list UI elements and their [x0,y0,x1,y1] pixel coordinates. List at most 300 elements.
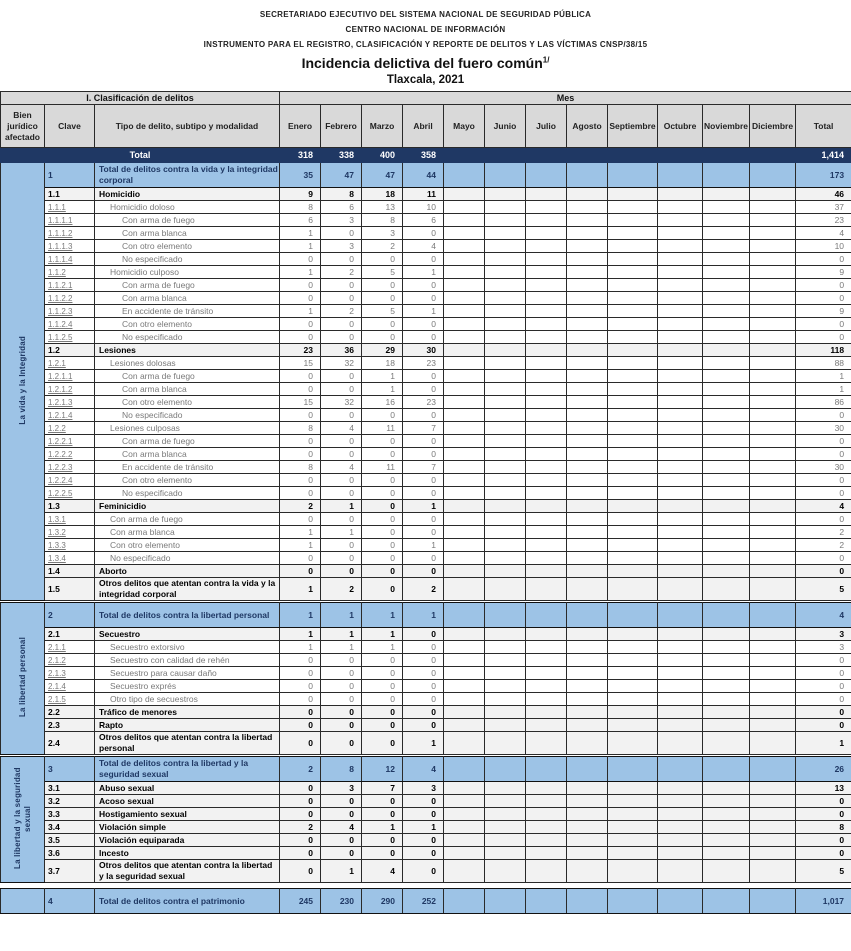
total-value-cell: 26 [796,757,851,782]
month-value-cell [485,253,526,266]
grand-total-month-value [526,148,567,163]
total-value-cell: 0 [796,409,851,422]
month-value-cell: 0 [403,279,444,292]
column-header-month-2: Febrero [321,105,362,148]
month-value-cell: 0 [362,795,403,808]
table-row [1,253,851,266]
month-value-cell [444,292,485,305]
month-value-cell [485,318,526,331]
clave-cell: 1.1.1.4 [45,253,95,266]
tipo-delito-cell: Homicidio [95,188,280,201]
month-value-cell [567,435,608,448]
clave-cell: 1.1.2 [45,266,95,279]
month-value-cell: 2 [403,578,444,601]
tipo-delito-cell: Con otro elemento [95,474,280,487]
month-value-cell: 2 [280,757,321,782]
month-value-cell: 0 [403,552,444,565]
grand-total-month-value [608,148,658,163]
table-row [1,409,851,422]
month-value-cell [567,318,608,331]
table-row [1,331,851,344]
table-row [1,435,851,448]
total-value-cell: 3 [796,641,851,654]
month-value-cell: 0 [403,719,444,732]
month-value-cell [608,422,658,435]
month-value-cell [608,889,658,914]
month-value-cell: 3 [321,240,362,253]
month-value-cell [750,782,796,795]
month-value-cell: 0 [321,565,362,578]
month-value-cell: 0 [362,706,403,719]
month-value-cell: 0 [403,448,444,461]
tipo-delito-cell: Total de delitos contra la libertad personal [95,603,280,628]
month-value-cell [750,292,796,305]
month-value-cell: 0 [321,552,362,565]
tipo-delito-cell: Total de delitos contra la vida y la integridad corporal [95,163,280,188]
month-value-cell [485,240,526,253]
month-value-cell [608,552,658,565]
total-value-cell: 2 [796,539,851,552]
month-value-cell [658,188,703,201]
month-value-cell [567,513,608,526]
month-value-cell [567,706,608,719]
month-value-cell [526,201,567,214]
classification-group-header: I. Clasificación de delitos [1,92,280,105]
month-value-cell [658,487,703,500]
month-value-cell: 1 [321,860,362,883]
clave-cell: 1.3.2 [45,526,95,539]
month-value-cell [608,214,658,227]
month-value-cell [567,344,608,357]
month-value-cell [444,396,485,409]
month-value-cell [526,821,567,834]
month-value-cell [485,500,526,513]
tipo-delito-cell: Acoso sexual [95,795,280,808]
month-value-cell [703,201,750,214]
clave-cell: 1.1.2.4 [45,318,95,331]
total-value-cell: 23 [796,214,851,227]
month-value-cell: 1 [280,526,321,539]
table-row [1,821,851,834]
month-value-cell [750,357,796,370]
month-value-cell [750,628,796,641]
month-value-cell [608,201,658,214]
month-value-cell: 0 [321,435,362,448]
month-value-cell [608,578,658,601]
month-value-cell: 0 [280,435,321,448]
report-title [0,55,851,71]
total-value-cell: 0 [796,847,851,860]
month-value-cell: 2 [280,821,321,834]
month-value-cell: 0 [321,227,362,240]
month-value-cell: 0 [321,667,362,680]
month-value-cell: 47 [362,163,403,188]
month-value-cell [526,487,567,500]
month-value-cell [658,214,703,227]
month-value-cell [444,719,485,732]
column-header-month-5: Mayo [444,105,485,148]
month-value-cell [567,266,608,279]
clave-cell: 3.7 [45,860,95,883]
month-value-cell [703,834,750,847]
group-header-row [1,92,851,105]
total-value-cell: 0 [796,318,851,331]
tipo-delito-cell: Total de delitos contra el patrimonio [95,889,280,914]
month-value-cell [608,292,658,305]
month-value-cell [750,487,796,500]
tipo-delito-cell: Violación simple [95,821,280,834]
month-value-cell: 0 [403,808,444,821]
month-value-cell [608,487,658,500]
month-value-cell: 0 [280,292,321,305]
month-value-cell [703,795,750,808]
month-value-cell [658,641,703,654]
month-value-cell [608,732,658,755]
month-value-cell [485,552,526,565]
month-value-cell [567,396,608,409]
clave-cell: 3.3 [45,808,95,821]
table-row [1,834,851,847]
month-value-cell [444,706,485,719]
month-value-cell [750,552,796,565]
month-value-cell [703,409,750,422]
month-value-cell [658,435,703,448]
table-row [1,422,851,435]
month-value-cell: 0 [321,539,362,552]
month-group-header: Mes [280,92,851,105]
total-value-cell: 2 [796,526,851,539]
month-value-cell: 12 [362,757,403,782]
month-value-cell [658,163,703,188]
month-value-cell [567,667,608,680]
month-value-cell [567,201,608,214]
month-value-cell [567,628,608,641]
month-value-cell [526,344,567,357]
tipo-delito-cell: No especificado [95,487,280,500]
month-value-cell [444,513,485,526]
total-value-cell: 0 [796,435,851,448]
clave-cell: 2.4 [45,732,95,755]
total-value-cell: 88 [796,357,851,370]
month-value-cell [485,409,526,422]
table-row [1,693,851,706]
month-value-cell [444,227,485,240]
month-value-cell [444,188,485,201]
month-value-cell: 0 [321,409,362,422]
month-value-cell: 0 [362,834,403,847]
month-value-cell [608,253,658,266]
month-value-cell: 0 [362,500,403,513]
month-value-cell: 0 [403,706,444,719]
month-value-cell [526,240,567,253]
month-value-cell [703,889,750,914]
table-row [1,461,851,474]
table-row [1,240,851,253]
month-value-cell [750,253,796,266]
tipo-delito-cell: No especificado [95,409,280,422]
month-value-cell [608,188,658,201]
month-value-cell [444,834,485,847]
tipo-delito-cell: Con arma blanca [95,292,280,305]
table-row [1,808,851,821]
month-value-cell [567,565,608,578]
clave-cell: 1.4 [45,565,95,578]
month-value-cell: 0 [403,628,444,641]
month-value-cell [567,654,608,667]
month-value-cell [703,383,750,396]
total-value-cell: 4 [796,227,851,240]
month-value-cell [658,409,703,422]
month-value-cell [608,383,658,396]
month-value-cell [526,331,567,344]
month-value-cell [658,448,703,461]
month-value-cell [526,318,567,331]
month-value-cell [608,240,658,253]
month-value-cell [658,513,703,526]
month-value-cell [567,383,608,396]
month-value-cell: 0 [280,370,321,383]
month-value-cell [750,578,796,601]
clave-cell: 3.5 [45,834,95,847]
month-value-cell [444,344,485,357]
clave-cell: 1.1.1.3 [45,240,95,253]
month-value-cell: 1 [403,821,444,834]
month-value-cell: 11 [362,422,403,435]
month-value-cell [658,500,703,513]
month-value-cell [703,552,750,565]
tipo-delito-cell: No especificado [95,331,280,344]
month-value-cell [485,370,526,383]
month-value-cell: 0 [321,834,362,847]
month-value-cell [703,214,750,227]
table-row [1,628,851,641]
table-row [1,860,851,883]
month-value-cell: 1 [280,578,321,601]
month-value-cell: 0 [321,693,362,706]
month-value-cell [608,163,658,188]
month-value-cell: 5 [362,305,403,318]
month-value-cell [526,474,567,487]
month-value-cell [703,240,750,253]
month-value-cell [750,847,796,860]
table-row [1,719,851,732]
month-value-cell [608,719,658,732]
month-value-cell [567,292,608,305]
total-value-cell: 173 [796,163,851,188]
table-row [1,500,851,513]
month-value-cell [485,603,526,628]
month-value-cell: 0 [403,654,444,667]
month-value-cell [444,474,485,487]
month-value-cell [485,357,526,370]
month-value-cell: 0 [403,667,444,680]
month-value-cell [526,808,567,821]
table-row [1,539,851,552]
month-value-cell [567,680,608,693]
month-value-cell: 0 [362,331,403,344]
tipo-delito-cell: Abuso sexual [95,782,280,795]
month-value-cell [658,680,703,693]
tipo-delito-cell: Con arma de fuego [95,513,280,526]
month-value-cell [526,782,567,795]
clave-cell: 2.1.2 [45,654,95,667]
total-value-cell: 0 [796,808,851,821]
month-value-cell [658,795,703,808]
month-value-cell [567,834,608,847]
month-value-cell [567,578,608,601]
month-value-cell [750,719,796,732]
month-value-cell: 4 [321,422,362,435]
month-value-cell [608,860,658,883]
month-value-cell [526,163,567,188]
month-value-cell [567,719,608,732]
month-value-cell [567,641,608,654]
month-value-cell: 1 [403,732,444,755]
month-value-cell [658,821,703,834]
month-value-cell [658,240,703,253]
month-value-cell [526,565,567,578]
month-value-cell: 0 [321,448,362,461]
total-value-cell: 0 [796,513,851,526]
month-value-cell: 6 [403,214,444,227]
month-value-cell [526,461,567,474]
clave-cell: 1.2.2.2 [45,448,95,461]
month-value-cell [658,331,703,344]
table-row [1,526,851,539]
month-value-cell: 0 [362,474,403,487]
column-header-month-7: Julio [526,105,567,148]
month-value-cell [444,889,485,914]
month-value-cell [750,240,796,253]
month-value-cell [658,292,703,305]
month-value-cell [608,344,658,357]
month-value-cell [703,578,750,601]
grand-total-month-value [485,148,526,163]
clave-cell: 1.2.2 [45,422,95,435]
month-value-cell: 8 [280,422,321,435]
month-value-cell [485,795,526,808]
month-value-cell [567,409,608,422]
month-value-cell [658,889,703,914]
month-value-cell [658,628,703,641]
clave-cell: 1.2.1.3 [45,396,95,409]
month-value-cell [703,500,750,513]
month-value-cell [526,539,567,552]
month-value-cell: 0 [403,253,444,266]
month-value-cell [703,667,750,680]
month-value-cell: 1 [362,383,403,396]
table-row [1,214,851,227]
incidence-table [0,91,851,914]
month-value-cell [526,654,567,667]
tipo-delito-cell: Con otro elemento [95,240,280,253]
month-value-cell [485,188,526,201]
month-value-cell [608,357,658,370]
month-value-cell [444,461,485,474]
month-value-cell [444,578,485,601]
month-value-cell [750,795,796,808]
month-value-cell [485,526,526,539]
total-value-cell: 30 [796,422,851,435]
table-row [1,847,851,860]
month-value-cell [444,821,485,834]
total-value-cell: 9 [796,266,851,279]
month-value-cell: 5 [362,266,403,279]
month-value-cell: 1 [362,641,403,654]
tipo-delito-cell: Homicidio culposo [95,266,280,279]
month-value-cell [658,344,703,357]
clave-cell: 1.1.1 [45,201,95,214]
month-value-cell [658,719,703,732]
month-value-cell: 0 [362,487,403,500]
month-value-cell: 0 [403,383,444,396]
month-value-cell [526,448,567,461]
month-value-cell [567,279,608,292]
month-value-cell [444,409,485,422]
month-value-cell [703,227,750,240]
month-value-cell [485,227,526,240]
month-value-cell: 1 [280,266,321,279]
month-value-cell [526,706,567,719]
clave-cell: 1.1.2.3 [45,305,95,318]
month-value-cell [703,757,750,782]
month-value-cell: 0 [280,448,321,461]
month-value-cell [703,719,750,732]
month-value-cell [485,808,526,821]
month-value-cell [608,331,658,344]
clave-cell: 1.2.2.5 [45,487,95,500]
month-value-cell: 1 [321,500,362,513]
month-value-cell: 0 [280,552,321,565]
month-value-cell: 0 [280,693,321,706]
total-value-cell: 0 [796,565,851,578]
month-value-cell: 6 [321,201,362,214]
month-value-cell: 0 [362,667,403,680]
month-value-cell: 0 [362,693,403,706]
month-value-cell [444,448,485,461]
month-value-cell [658,578,703,601]
month-value-cell: 10 [403,201,444,214]
month-value-cell [658,461,703,474]
month-value-cell: 44 [403,163,444,188]
month-value-cell: 8 [321,188,362,201]
table-row [1,292,851,305]
month-value-cell [567,847,608,860]
month-value-cell: 7 [362,782,403,795]
month-value-cell: 1 [403,305,444,318]
month-value-cell [750,163,796,188]
month-value-cell: 35 [280,163,321,188]
total-value-cell: 0 [796,474,851,487]
title-block [0,0,851,86]
month-value-cell: 1 [280,628,321,641]
month-value-cell [750,693,796,706]
month-value-cell [608,409,658,422]
month-value-cell [444,667,485,680]
month-value-cell: 32 [321,357,362,370]
month-value-cell [485,628,526,641]
month-value-cell: 3 [403,782,444,795]
month-value-cell [526,847,567,860]
month-value-cell [750,526,796,539]
total-value-cell: 0 [796,795,851,808]
month-value-cell: 0 [280,834,321,847]
month-value-cell [703,706,750,719]
month-value-cell [567,448,608,461]
month-value-cell [444,628,485,641]
month-value-cell [444,266,485,279]
table-row [1,227,851,240]
